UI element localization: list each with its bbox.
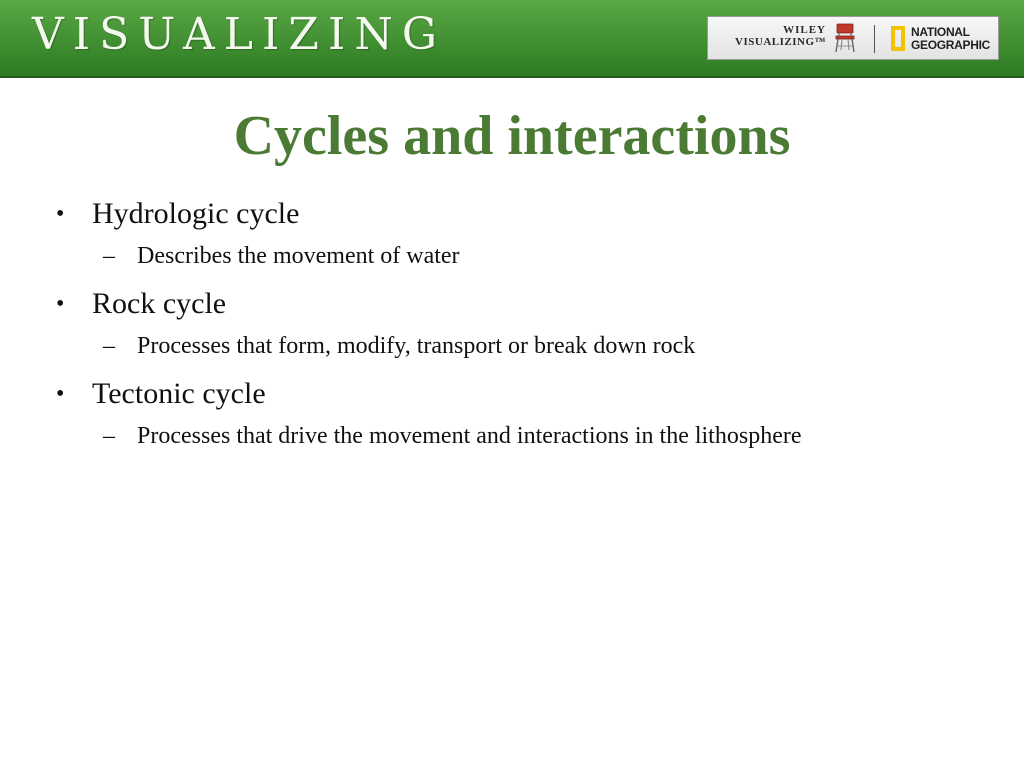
slide-title: Cycles and interactions [233,105,791,167]
sub-bullet-dash: – [103,423,115,449]
sub-bullet-dash: – [103,243,115,269]
visualizing-brand-title: VISUALIZING [32,9,447,60]
ng-logo-line1: NATIONAL [911,25,970,39]
wiley-logo-line1: WILEY [783,24,826,36]
bullet-list [56,196,996,466]
bullet-item [56,376,996,412]
header-banner [0,0,1024,78]
bullet-text: Hydrologic cycle [92,197,300,230]
wiley-visualizing-logo [718,24,826,48]
logo-divider [874,25,875,53]
wiley-logo-line2: VISUALIZING™ [735,36,826,49]
bullet-item [56,196,996,232]
sub-bullet-item [56,241,996,271]
national-geographic-border-icon [891,26,905,51]
sub-bullet-text: Processes that form, modify, transport or break down rock [137,333,696,359]
bullet-text: Tectonic cycle [92,377,266,410]
sub-bullet-dash: – [103,333,115,359]
sub-bullet-text: Processes that drive the movement and interactions in the lithosphere [137,423,802,449]
bullet-text: Rock cycle [92,287,227,320]
sub-bullet-item [56,421,996,451]
publisher-logos [707,16,999,60]
bullet-dot: • [56,201,65,227]
bullet-item [56,286,996,322]
bullet-dot: • [56,291,65,317]
sub-bullet-text: Describes the movement of water [137,243,460,269]
sub-bullet-item [56,331,996,361]
ng-logo-line2: GEOGRAPHIC [911,37,991,52]
bullet-dot: • [56,381,65,407]
school-chair-icon [831,22,857,54]
national-geographic-logo [911,26,990,51]
